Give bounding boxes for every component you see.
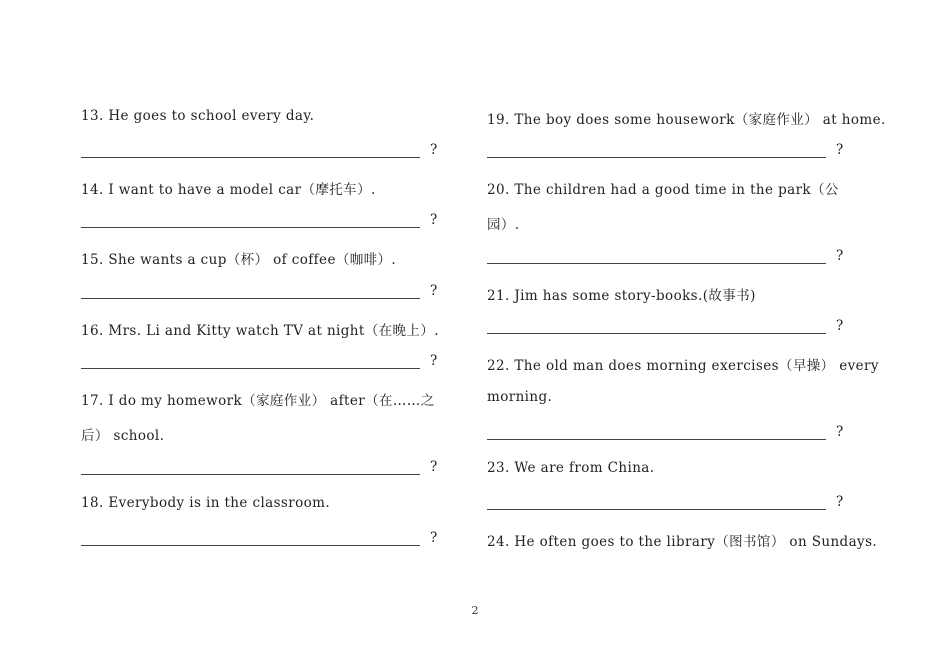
question-mark: ? bbox=[836, 248, 844, 264]
answer-line bbox=[487, 333, 826, 334]
question-22-line-2: morning. bbox=[487, 389, 553, 405]
question-14: 14. I want to have a model car（摩托车）. bbox=[81, 182, 376, 198]
answer-line bbox=[81, 157, 420, 158]
question-13: 13. He goes to school every day. bbox=[81, 108, 315, 124]
question-23: 23. We are from China. bbox=[487, 460, 655, 476]
question-mark: ? bbox=[430, 353, 438, 369]
question-17-line-1: 17. I do my homework（家庭作业） after（在……之 bbox=[81, 393, 435, 409]
question-mark: ? bbox=[430, 530, 438, 546]
question-mark: ? bbox=[836, 142, 844, 158]
answer-line bbox=[487, 509, 826, 510]
question-mark: ? bbox=[430, 212, 438, 228]
question-15: 15. She wants a cup（杯） of coffee（咖啡）. bbox=[81, 252, 397, 268]
question-mark: ? bbox=[836, 424, 844, 440]
answer-line bbox=[81, 227, 420, 228]
question-24: 24. He often goes to the library（图书馆） on Sundays. bbox=[487, 534, 878, 550]
answer-line bbox=[81, 298, 420, 299]
question-17-line-2: 后） school. bbox=[81, 428, 165, 444]
question-mark: ? bbox=[836, 318, 844, 334]
question-mark: ? bbox=[430, 142, 438, 158]
question-20-line-1: 20. The children had a good time in the park（公 bbox=[487, 182, 839, 198]
question-19: 19. The boy does some housework（家庭作业） at home. bbox=[487, 112, 886, 128]
answer-line bbox=[487, 263, 826, 264]
question-16: 16. Mrs. Li and Kitty watch TV at night（在晚上）. bbox=[81, 323, 439, 339]
question-21: 21. Jim has some story-books.(故事书) bbox=[487, 288, 756, 304]
question-22-line-1: 22. The old man does morning exercises（早操） every bbox=[487, 358, 879, 374]
answer-line bbox=[81, 474, 420, 475]
answer-line bbox=[81, 368, 420, 369]
question-20-line-2: 园）. bbox=[487, 217, 520, 233]
question-mark: ? bbox=[430, 283, 438, 299]
question-mark: ? bbox=[430, 459, 438, 475]
question-mark: ? bbox=[836, 494, 844, 510]
answer-line bbox=[487, 157, 826, 158]
answer-line bbox=[487, 439, 826, 440]
question-18: 18. Everybody is in the classroom. bbox=[81, 495, 331, 511]
page-number: 2 bbox=[471, 604, 479, 617]
answer-line bbox=[81, 545, 420, 546]
